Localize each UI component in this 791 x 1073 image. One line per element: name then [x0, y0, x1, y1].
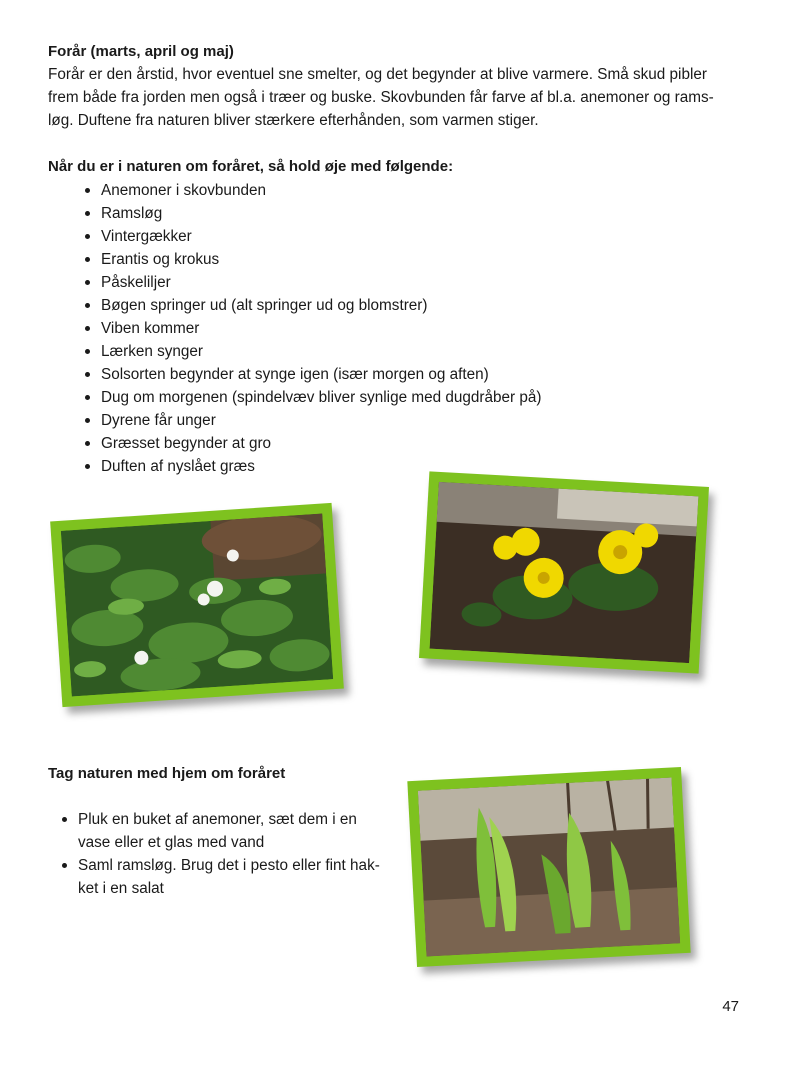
- page-number: 47: [722, 998, 739, 1015]
- ramsons-image: [418, 777, 680, 956]
- list-item: Græsset begynder at gro: [78, 432, 541, 455]
- watch-heading: Når du er i naturen om foråret, så hold øje med følgende:: [48, 158, 454, 175]
- section-heading-spring: Forår (marts, april og maj): [48, 43, 234, 60]
- list-item: [55, 854, 405, 900]
- intro-line: frem både fra jorden men også i træer og buske. Skovbunden får farve af bl.a. anemoner og rams-: [48, 89, 714, 106]
- list-item: Bøgen springer ud (alt springer ud og blomstrer): [78, 294, 541, 317]
- watch-list: [78, 179, 541, 478]
- list-item-line: Pluk en buket af anemoner, sæt dem i en: [78, 811, 357, 828]
- list-item-line: Saml ramsløg. Brug det i pesto eller fint hak-: [78, 857, 380, 874]
- intro-section: [48, 40, 748, 132]
- list-item: Erantis og krokus: [78, 248, 541, 271]
- list-item: Dyrene får unger: [78, 409, 541, 432]
- intro-line: Forår er den årstid, hvor eventuel sne smelter, og det begynder at blive varmere. Små skud pibler: [48, 66, 707, 83]
- list-item: Lærken synger: [78, 340, 541, 363]
- photo-winter-aconite: [419, 471, 709, 673]
- aconite-image: [430, 482, 699, 663]
- list-item: Solsorten begynder at synge igen (især morgen og aften): [78, 363, 541, 386]
- list-item: Dug om morgenen (spindelvæv bliver synlige med dugdråber på): [78, 386, 541, 409]
- intro-paragraph: [48, 63, 748, 132]
- list-item: Duften af nyslået græs: [78, 455, 541, 478]
- list-item: Vintergækker: [78, 225, 541, 248]
- list-item: Anemoner i skovbunden: [78, 179, 541, 202]
- photo-anemones: [50, 503, 344, 707]
- home-heading: Tag naturen med hjem om foråret: [48, 765, 286, 782]
- list-item-line: ket i en salat: [78, 880, 164, 897]
- list-item: Ramsløg: [78, 202, 541, 225]
- list-item: Påskeliljer: [78, 271, 541, 294]
- home-list: [55, 808, 405, 900]
- photo-ramsons: [407, 767, 690, 967]
- intro-line: løg. Duftene fra naturen bliver stærkere efterhånden, som varmen stiger.: [48, 112, 539, 129]
- anemone-image: [61, 514, 333, 697]
- list-item: [55, 808, 405, 854]
- list-item: Viben kommer: [78, 317, 541, 340]
- list-item-line: vase eller et glas med vand: [78, 834, 265, 851]
